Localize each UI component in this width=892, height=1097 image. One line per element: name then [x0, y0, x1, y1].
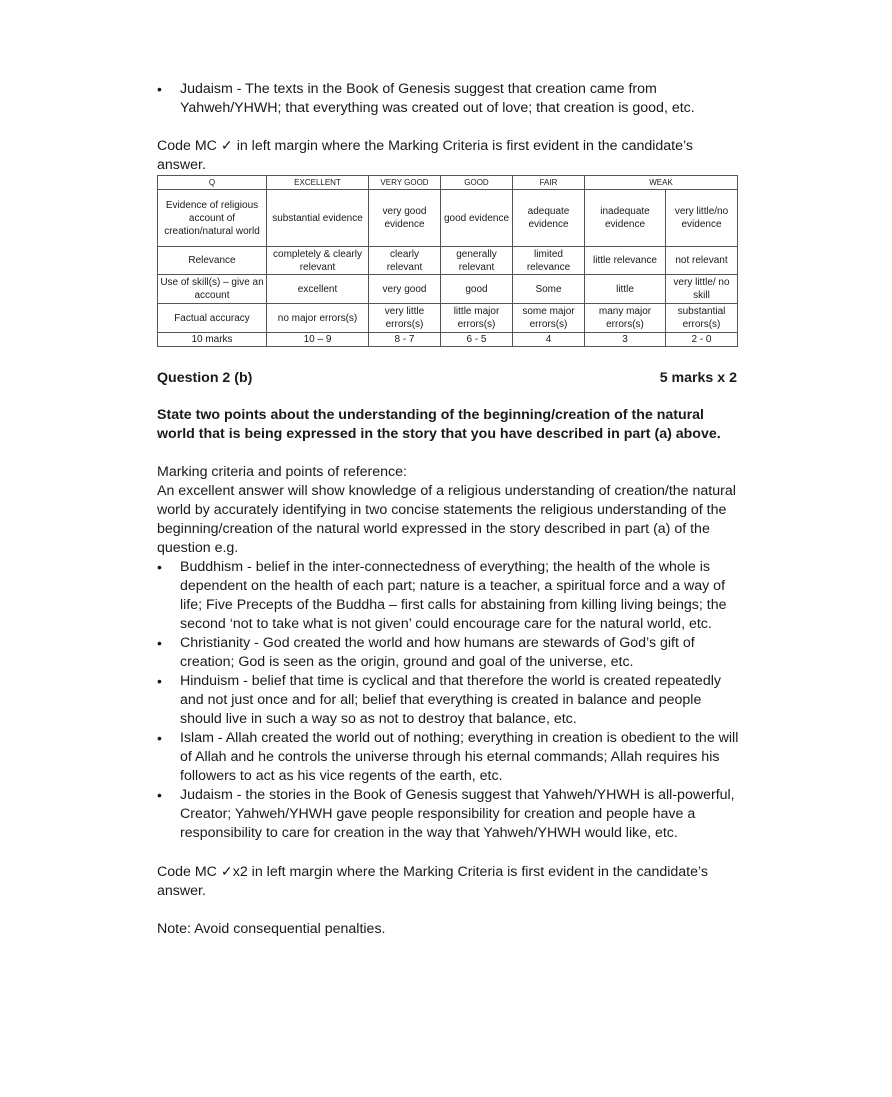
- table-row: [158, 304, 738, 333]
- table-row: [158, 333, 738, 347]
- judaism-point-part-a: [157, 80, 737, 118]
- rubric-header-very-good: VERY GOOD: [369, 176, 441, 190]
- rubric-cell: not relevant: [666, 247, 738, 275]
- rubric-cell: good: [441, 275, 513, 304]
- rubric-cell: 4: [513, 333, 585, 347]
- rubric-cell: completely & clearly relevant: [267, 247, 369, 275]
- question-marks: 5 marks x 2: [659, 370, 737, 386]
- criteria-heading: Marking criteria and points of reference:: [157, 464, 407, 480]
- rubric-cell: very good evidence: [369, 190, 441, 247]
- list-item: • Christianity - God created the world and how humans are stewards of God’s gift of creation; God is seen as the origin, ground and goal of the universe, etc.: [157, 634, 742, 672]
- code-instruction-b: Code MC ✓x2 in left margin where the Marking Criteria is first evident in the candidate’s answer.: [157, 864, 708, 899]
- rubric-header-excellent: EXCELLENT: [267, 176, 369, 190]
- rubric-cell: excellent: [267, 275, 369, 304]
- rubric-cell: good evidence: [441, 190, 513, 247]
- rubric-cell: substantial errors(s): [666, 304, 738, 333]
- question-title: Question 2 (b): [157, 370, 253, 386]
- rubric-cell: substantial evidence: [267, 190, 369, 247]
- rubric-cell: 6 - 5: [441, 333, 513, 347]
- question-stem: State two points about the understanding of the beginning/creation of the natural world that is being expressed in the story that you have described in part (a) above.: [157, 407, 721, 442]
- table-row: [158, 247, 738, 275]
- list-item: • Judaism - The texts in the Book of Genesis suggest that creation came from Yahweh/YHWH; that everything was created out of love; that creation is good, etc.: [157, 80, 737, 118]
- rubric-cell: adequate evidence: [513, 190, 585, 247]
- code-instruction-a: Code MC ✓ in left margin where the Marking Criteria is first evident in the candidate’s answer.: [157, 138, 694, 173]
- rubric-cell: 3: [585, 333, 666, 347]
- criteria-points-list: [157, 558, 742, 843]
- rubric-row-label: Relevance: [158, 247, 267, 275]
- rubric-cell: no major errors(s): [267, 304, 369, 333]
- list-item: • Hinduism - belief that time is cyclical and that therefore the world is created repeatedly and not just once and for all; belief that everything is created in balance and people should live in such a way so as not to destroy that balance, etc.: [157, 672, 742, 729]
- rubric-row-label: Use of skill(s) – give an account: [158, 275, 267, 304]
- criteria-intro: An excellent answer will show knowledge of a religious understanding of creation/the natural world by accurately identifying in two concise statements the religious understanding of the beginning/creation of the natural world expressed in the story described in part (a) of the question e.g.: [157, 483, 736, 556]
- rubric-cell: some major errors(s): [513, 304, 585, 333]
- rubric-header-q: Q: [158, 176, 267, 190]
- rubric-cell: very good: [369, 275, 441, 304]
- rubric-cell: many major errors(s): [585, 304, 666, 333]
- table-row: [158, 190, 738, 247]
- rubric-row-label: Factual accuracy: [158, 304, 267, 333]
- rubric-cell: generally relevant: [441, 247, 513, 275]
- list-item: • Buddhism - belief in the inter-connectedness of everything; the health of the whole is dependent on the health of each part; nature is a teacher, a spiritual force and a way of life; Five Precepts of the Buddha – first calls for abstaining from killing living beings; the second ‘not to take what is not given’ could encourage care for the natural world, etc.: [157, 558, 742, 634]
- list-item: • Judaism - the stories in the Book of Genesis suggest that Yahweh/YHWH is all-powerful, Creator; Yahweh/YHWH gave people responsibility for creation and people have a responsibility to care for creation in the way that Yahweh/YHWH would like, etc.: [157, 786, 742, 843]
- rubric-cell: little relevance: [585, 247, 666, 275]
- rubric-cell: 10 – 9: [267, 333, 369, 347]
- marking-rubric-table: [157, 175, 738, 347]
- note: Note: Avoid consequential penalties.: [157, 921, 386, 937]
- rubric-header-row: [158, 176, 738, 190]
- rubric-cell: 8 - 7: [369, 333, 441, 347]
- rubric-cell: very little/ no skill: [666, 275, 738, 304]
- rubric-row-label: 10 marks: [158, 333, 267, 347]
- rubric-cell: inadequate evidence: [585, 190, 666, 247]
- rubric-cell: little major errors(s): [441, 304, 513, 333]
- rubric-header-fair: FAIR: [513, 176, 585, 190]
- rubric-cell: very little errors(s): [369, 304, 441, 333]
- rubric-header-good: GOOD: [441, 176, 513, 190]
- rubric-header-weak: WEAK: [585, 176, 738, 190]
- rubric-cell: 2 - 0: [666, 333, 738, 347]
- rubric-cell: little: [585, 275, 666, 304]
- table-row: [158, 275, 738, 304]
- rubric-cell: clearly relevant: [369, 247, 441, 275]
- marking-criteria: [157, 463, 742, 558]
- list-item: • Islam - Allah created the world out of nothing; everything in creation is obedient to the will of Allah and he controls the universe through his eternal commands; Allah requires his followers to act as his vice regents of the earth, etc.: [157, 729, 742, 786]
- rubric-cell: very little/no evidence: [666, 190, 738, 247]
- rubric-row-label: Evidence of religious account of creation/natural world: [158, 190, 267, 247]
- rubric-cell: limited relevance: [513, 247, 585, 275]
- rubric-cell: Some: [513, 275, 585, 304]
